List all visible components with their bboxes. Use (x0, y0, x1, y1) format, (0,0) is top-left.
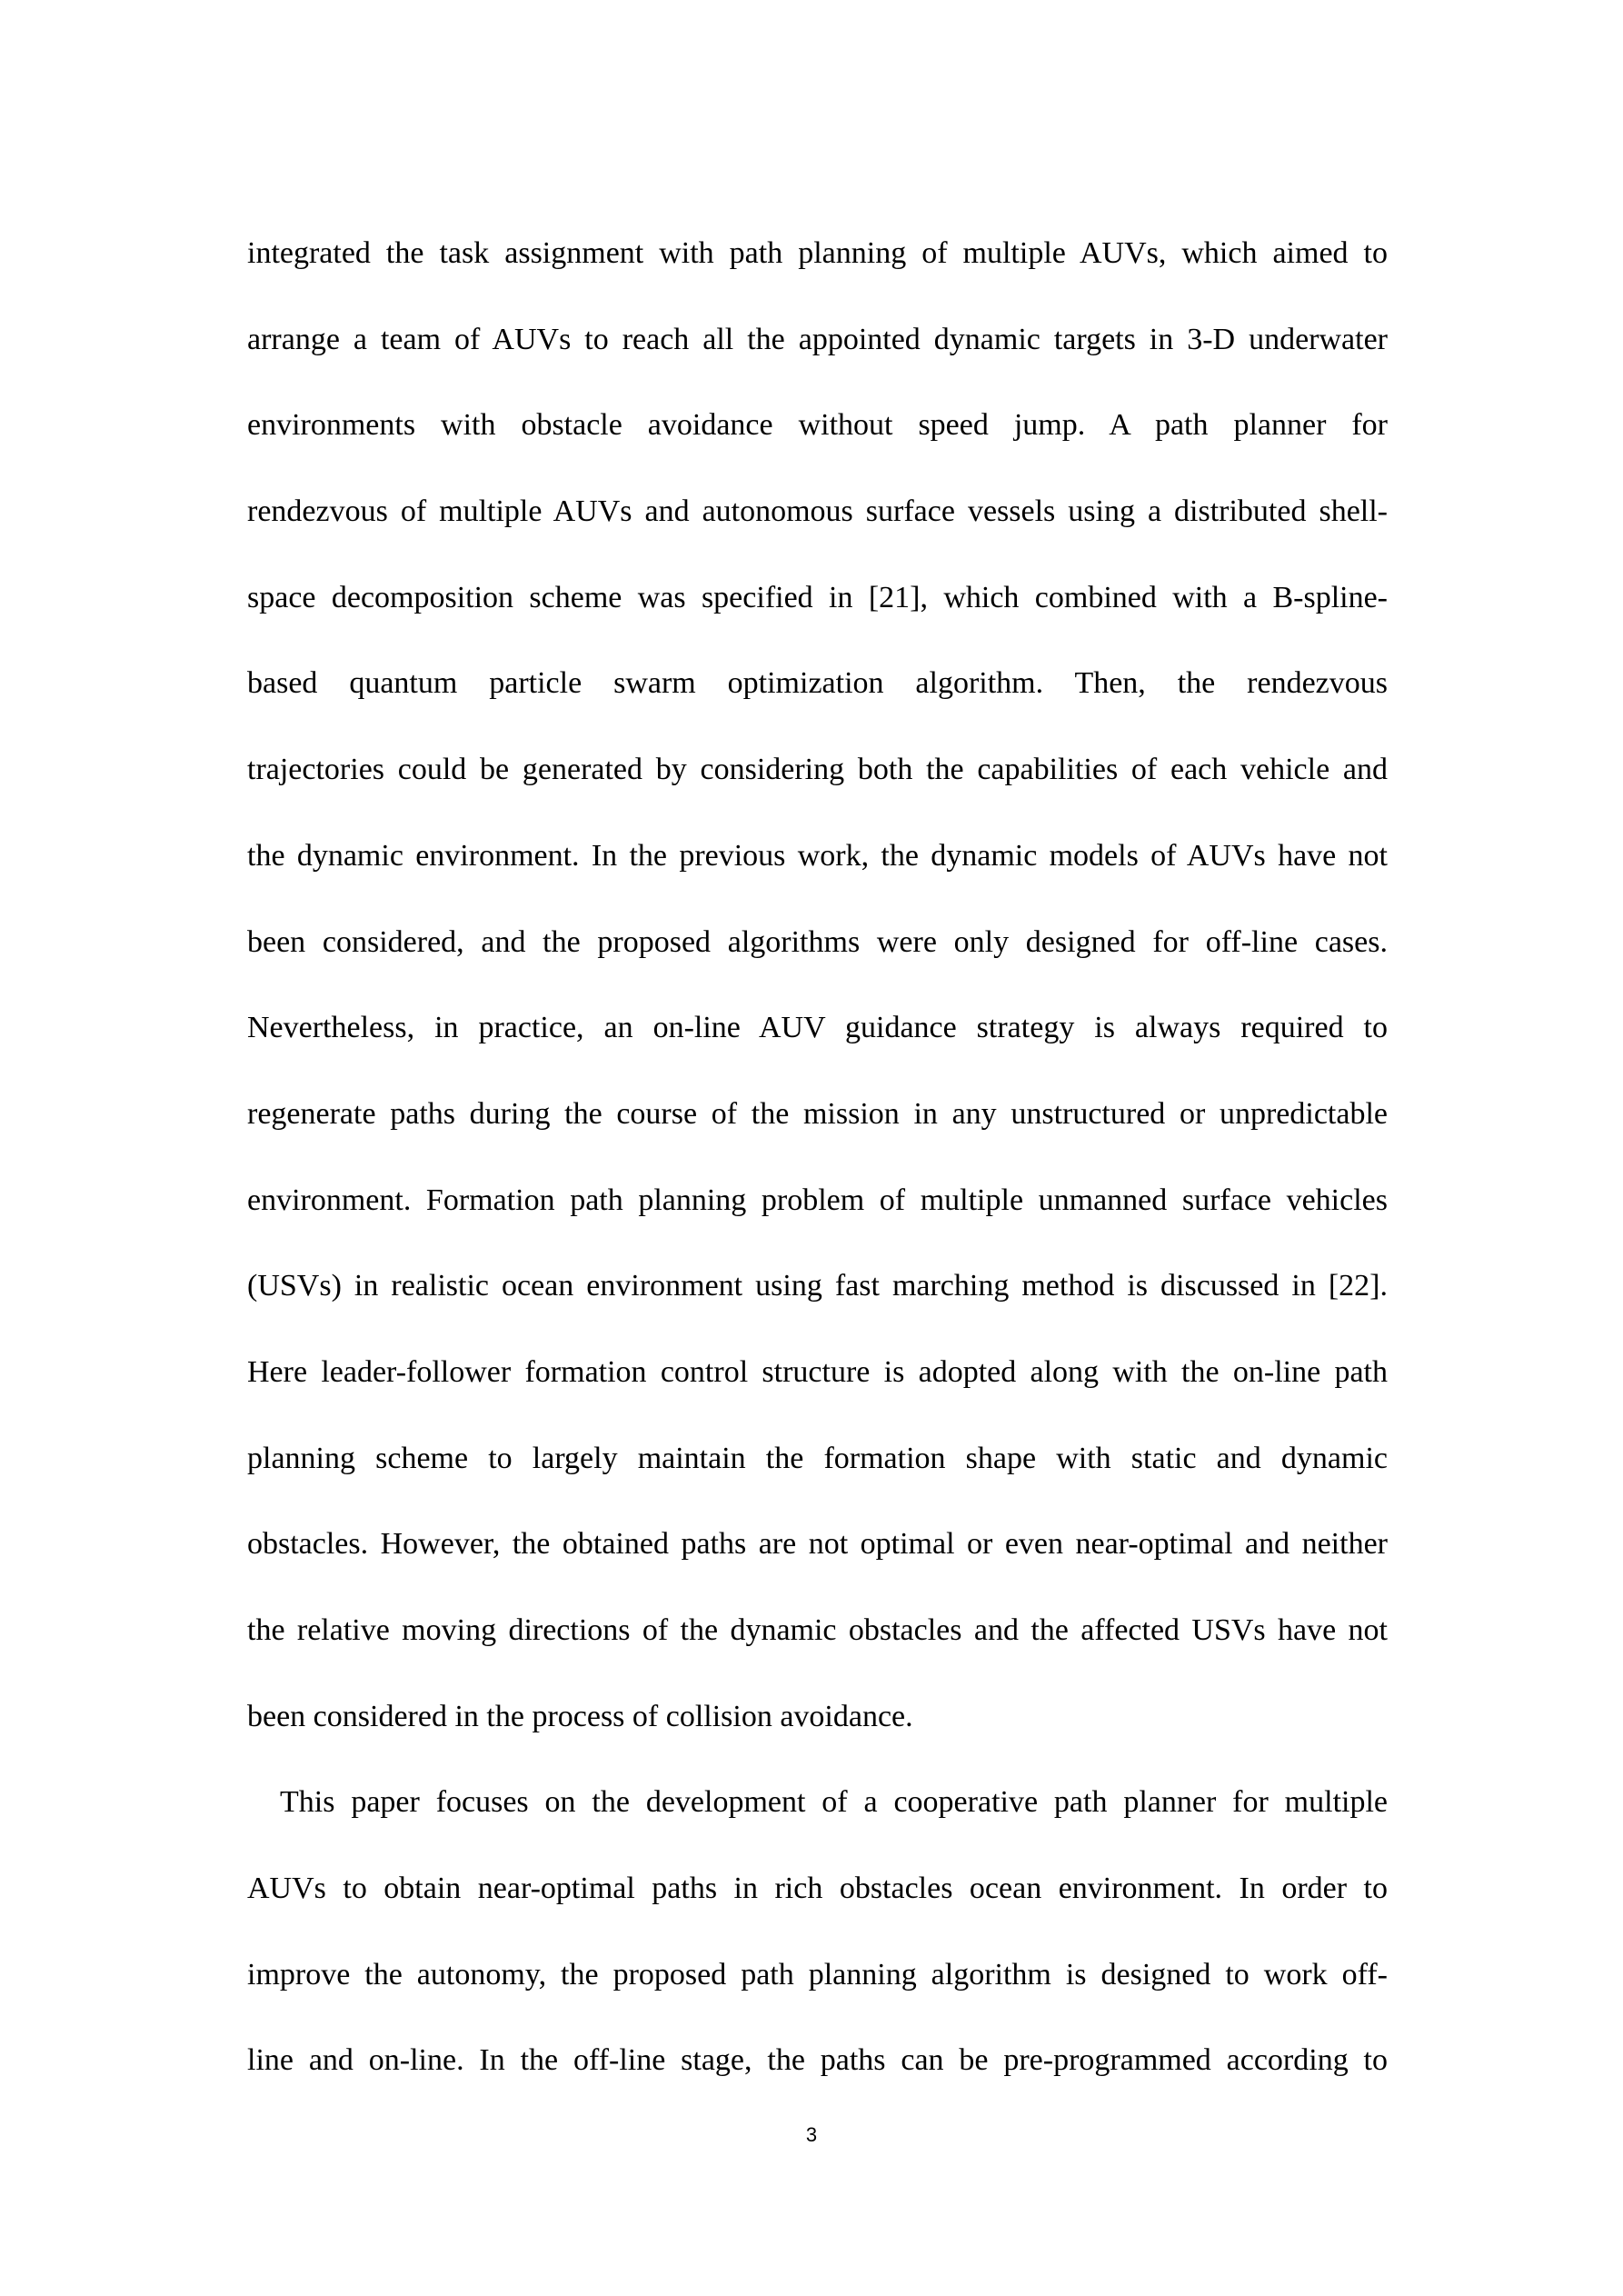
text-line: environment. Formation path planning problem of multiple unmanned surface vehicles (247, 1183, 1388, 1217)
text-line: environments with obstacle avoidance without speed jump. A path planner for (247, 408, 1388, 443)
page-number: 3 (805, 2123, 818, 2146)
text-line: the relative moving directions of the dynamic obstacles and the affected USVs have not (247, 1613, 1388, 1647)
text-line: integrated the task assignment with path planning of multiple AUVs, which aimed to (247, 236, 1388, 270)
text-line: space decomposition scheme was specified in [21], which combined with a B-spline- (247, 580, 1388, 614)
text-line: (USVs) in realistic ocean environment using fast marching method is discussed in [22]. (247, 1269, 1388, 1303)
text-line: arrange a team of AUVs to reach all the appointed dynamic targets in 3-D underwater (247, 322, 1388, 356)
text-line: trajectories could be generated by considering both the capabilities of each vehicle and (247, 753, 1388, 787)
text-line: been considered, and the proposed algorithms were only designed for off-line cases. (247, 924, 1388, 959)
text-line: regenerate paths during the course of the mission in any unstructured or unpredictable (247, 1096, 1388, 1131)
text-line: Nevertheless, in practice, an on-line AUV guidance strategy is always required to (247, 1011, 1388, 1045)
text-line: This paper focuses on the development of a cooperative path planner for multiple (280, 1785, 1388, 1820)
text-line: rendezvous of multiple AUVs and autonomous surface vessels using a distributed shell- (247, 494, 1388, 529)
paragraph-2 (247, 1760, 1388, 2104)
text-line: Here leader-follower formation control structure is adopted along with the on-line path (247, 1354, 1388, 1389)
text-line: planning scheme to largely maintain the formation shape with static and dynamic (247, 1441, 1388, 1475)
text-line: obstacles. However, the obtained paths are not optimal or even near-optimal and neither (247, 1527, 1388, 1562)
paragraph-1 (247, 211, 1388, 1760)
text-line: line and on-line. In the off-line stage, the paths can be pre-programmed according to (247, 2043, 1388, 2078)
body-text (247, 211, 1388, 2104)
text-line: the dynamic environment. In the previous work, the dynamic models of AUVs have not (247, 838, 1388, 873)
text-line: improve the autonomy, the proposed path planning algorithm is designed to work off- (247, 1957, 1388, 1992)
text-line: based quantum particle swarm optimization algorithm. Then, the rendezvous (247, 666, 1388, 701)
text-line: AUVs to obtain near-optimal paths in rich obstacles ocean environment. In order to (247, 1872, 1388, 1906)
text-line: been considered in the process of collision avoidance. (247, 1699, 913, 1733)
